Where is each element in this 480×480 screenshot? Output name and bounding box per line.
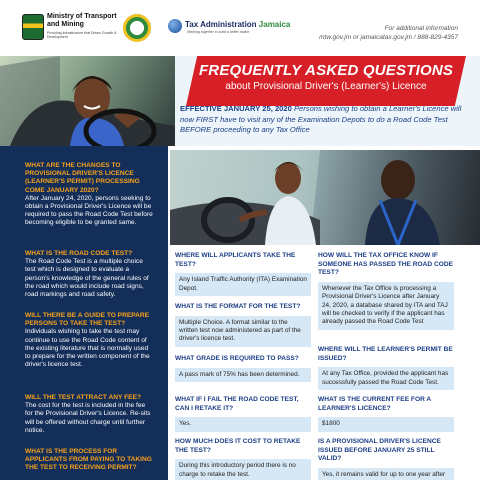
mid-faq-item — [175, 252, 311, 296]
mid-faq-item — [175, 303, 311, 347]
effective-notice — [180, 104, 470, 136]
faq-title: FREQUENTLY ASKED QUESTIONS — [198, 62, 454, 79]
globe-icon — [168, 19, 182, 33]
right-faq-item — [318, 252, 454, 330]
faq-answer: $1800 — [318, 417, 454, 431]
faq-question: WHAT IS THE CURRENT FEE FOR A LEARNER'S LICENCE? — [318, 396, 431, 412]
ministry-tagline: Providing Infrastructure that Drives Growth & Development — [47, 31, 117, 39]
faq-question: WHAT IS THE FORMAT FOR THE TEST? — [175, 303, 301, 310]
faq-question: WHAT IS THE PROCESS FOR APPLICANTS FROM PAYING TO TAKING THE TEST TO RECEIVING PERMIT? — [25, 448, 152, 472]
faq-answer: Individuals wishing to take the test may continue to use the Road Code content of the existing literature that is normally used to prepare for the written component of the driver's licence test. — [25, 328, 150, 369]
faq-question: WILL THERE BE A GUIDE TO PREPARE PERSONS TO TAKE THE TEST? — [25, 312, 150, 328]
smiling-driver-photo — [0, 56, 175, 146]
faq-question: WHERE WILL THE LEARNER'S PERMIT BE ISSUED? — [318, 346, 453, 362]
faq-answer: Any Island Traffic Authority (ITA) Examination Depot. — [175, 273, 311, 296]
mid-faq-item — [175, 438, 311, 480]
right-faq-item — [318, 346, 454, 390]
ministry-logo — [22, 12, 120, 46]
header — [0, 0, 480, 56]
faq-question: WHAT IF I FAIL THE ROAD CODE TEST, CAN I RETAKE IT? — [175, 396, 299, 412]
faq-subtitle: about Provisional Driver's (Learner's) Licence — [225, 81, 427, 92]
island-traffic-authority-logo-icon — [123, 14, 151, 42]
faq-question: WILL THE TEST ATTRACT ANY FEE? — [25, 394, 141, 401]
faq-answer: At any Tax Office, provided the applicant has successfully passed the Road Code Test. — [318, 367, 454, 390]
faq-answer: The cost for the test is included in the fee for the Provisional Driver's Licence. Re-sits will be offered without charge until further notice. — [25, 402, 151, 434]
faq-item — [25, 312, 153, 369]
faq-item — [25, 394, 153, 435]
faq-answer: During this introductory period there is no charge to retake the test. — [175, 459, 311, 480]
faq-question: HOW WILL THE TAX OFFICE KNOW IF SOMEONE HAS PASSED THE ROAD CODE TEST? — [318, 252, 454, 277]
faq-answer: After January 24, 2020, persons seeking to obtain a Provisional Driver's Licence will be required to pass the Road Code Test before becoming eligible to be granted same. — [25, 194, 153, 227]
right-faq-item — [318, 396, 454, 432]
ministry-name: Ministry of Transport and Mining — [47, 13, 117, 28]
contact-info — [319, 24, 458, 42]
faq-question: WHAT GRADE IS REQUIRED TO PASS? — [175, 355, 299, 362]
faq-answer: A pass mark of 75% has been determined. — [175, 368, 311, 382]
faq-question: HOW MUCH DOES IT COST TO RETAKE THE TEST? — [175, 438, 301, 454]
faq-item — [25, 250, 153, 299]
contact-info-line1: For additional information — [384, 25, 458, 32]
coat-of-arms-icon — [22, 14, 44, 40]
faq-answer: Yes. — [175, 417, 311, 431]
tax-administration-tagline: Working together to build a better nation — [187, 30, 250, 34]
faq-answer: Yes, it remains valid for up to one year after — [318, 468, 454, 480]
faq-item — [25, 448, 153, 473]
car-interior-illustration — [170, 150, 480, 245]
faq-question: WHAT IS THE ROAD CODE TEST? — [25, 250, 133, 257]
effective-date: EFFECTIVE JANUARY 25, 2020 — [180, 104, 292, 113]
faq-question: IS A PROVISIONAL DRIVER'S LICENCE ISSUED BEFORE JANUARY 25 STILL VALID? — [318, 438, 441, 463]
tax-administration-name: Tax Administration Jamaica — [185, 20, 291, 29]
contact-info-line2: mtw.gov.jm or jamaicatax.gov.jm / 888-829-4357 — [319, 34, 458, 41]
faq-question: WHERE WILL APPLICANTS TAKE THE TEST? — [175, 252, 296, 268]
effective-text: Persons wishing to obtain a Learner's Licence will now FIRST have to visit any of the Examination Depots to do a Road Code Test BEFORE proceeding to any Tax Office — [180, 104, 462, 134]
mid-faq-item — [175, 396, 311, 432]
faq-answer: Whenever the Tax Office is processing a Provisional Driver's Licence after January 24, 2020, a database shared by ITA and TAJ will be checked to verify if the applicant has already passed the Road Code Test — [318, 282, 454, 330]
left-faq-column — [0, 146, 168, 480]
right-faq-item — [318, 438, 454, 480]
driver-illustration — [0, 56, 175, 146]
tax-administration-logo — [168, 18, 291, 42]
mid-faq-item — [175, 355, 311, 382]
faq-answer: Multiple Choice. A format similar to the written test now administered as part of the driver's licence test. — [175, 316, 311, 347]
faq-answer: The Road Code Test is a multiple choice test which is designed to evaluate a person's knowledge of the general rules of the road which would include road signs, road markings and road safety. — [25, 258, 149, 299]
driving-instructor-photo — [170, 150, 480, 245]
faq-question: WHAT ARE THE CHANGES TO PROVISIONAL DRIVER'S LICENCE (LEARNER'S PERMIT) PROCESSING COME JANUARY 2020? — [25, 162, 140, 194]
faq-item — [25, 162, 153, 228]
